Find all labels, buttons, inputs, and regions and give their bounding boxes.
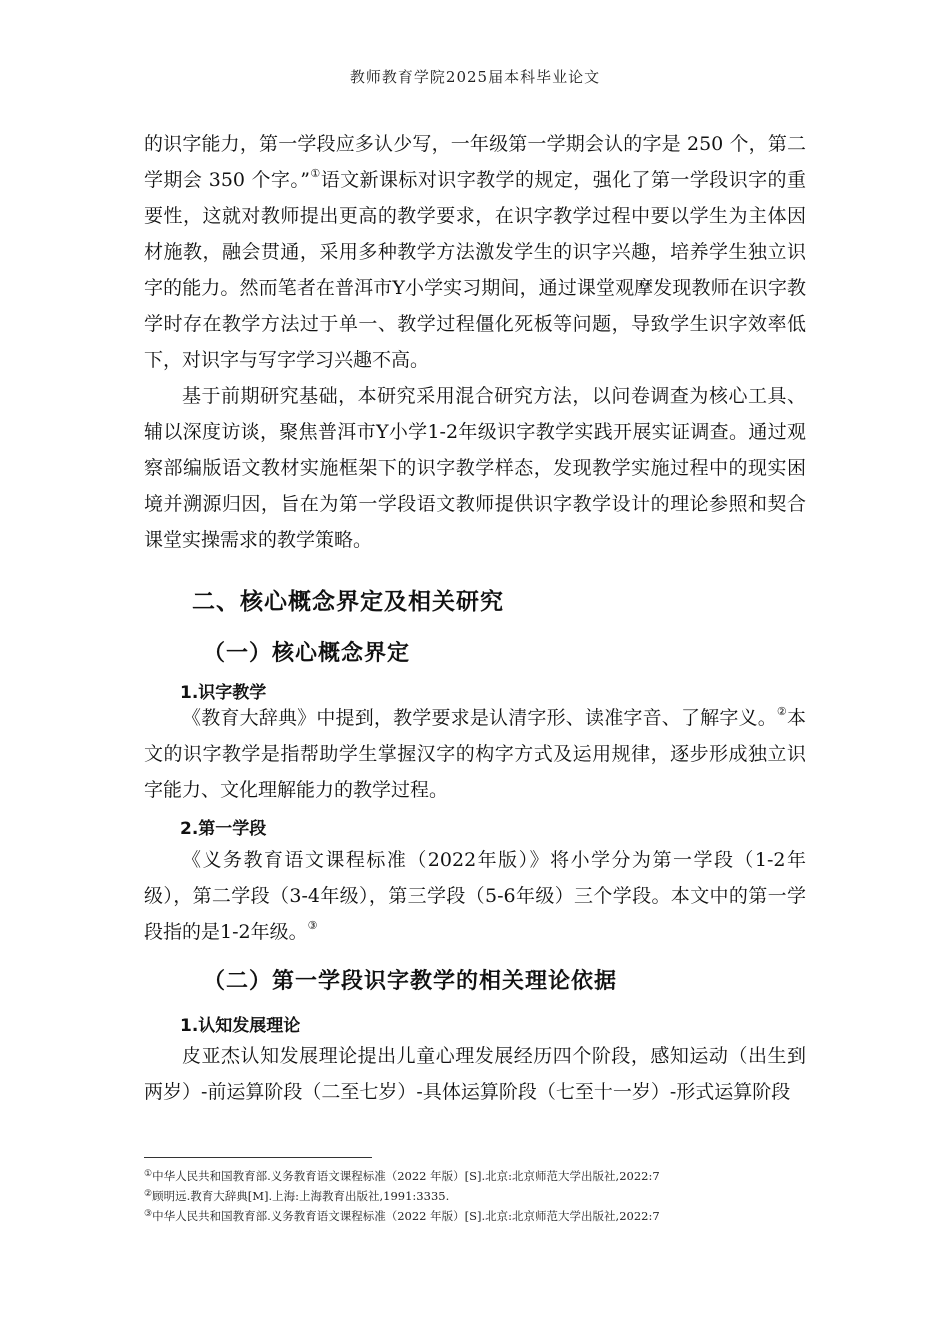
footnote-text: 中华人民共和国教育部.义务教育语文课程标准（2022 年版）[S].北京:北京师范大学出版社,2022:7 xyxy=(152,1169,660,1183)
running-header: 教师教育学院2025届本科毕业论文 xyxy=(349,68,601,86)
footnote-text: 中华人民共和国教育部.义务教育语文课程标准（2022 年版）[S].北京:北京师范大学出版社,2022:7 xyxy=(152,1209,660,1223)
paragraph-first-stage-definition xyxy=(144,842,806,950)
subsection-heading-core-concepts: （一）核心概念界定 xyxy=(203,641,411,666)
paragraph-text: 的识字能力，第一学段应多认少写，一年级第一学期会认的字是 250 个，第二学期会 350 个字。” xyxy=(144,133,806,191)
item-heading-literacy-teaching: 1.识字教学 xyxy=(180,683,267,703)
paragraph-text: 《义务教育语文课程标准（2022年版）》将小学分为第一学段（1-2年级），第二学段（3-4年级），第三学段（5-6年级）三个学段。本文中的第一学段指的是1-2年级。 xyxy=(144,849,806,943)
footnote-ref-2[interactable]: ② xyxy=(776,705,787,718)
footnote-mark: ③ xyxy=(144,1209,153,1219)
footnote-item-1 xyxy=(144,1166,844,1186)
footnote-separator xyxy=(144,1157,372,1158)
paragraph-text: 语文新课标对识字教学的规定，强化了第一学段识字的重要性，这就对教师提出更高的教学要求，在识字教学过程中要以学生为主体因材施教，融会贯通，采用多种教学方法激发学生的识字兴趣，培养学生独立识字的能力。然而笔者在普洱市Y小学实习期间，通过课堂观摩发现教师在识字教学时存在教学方法过于单一、教学过程僵化死板等问题，导致学生识字效率低下，对识字与写字学习兴趣不高。 xyxy=(144,169,806,371)
section-heading-2: 二、核心概念界定及相关研究 xyxy=(192,589,504,615)
footnote-item-3 xyxy=(144,1206,844,1226)
footnotes xyxy=(144,1166,844,1226)
footnote-mark: ② xyxy=(144,1189,153,1199)
footnote-item-2 xyxy=(144,1186,844,1206)
paragraph-research-method: 基于前期研究基础，本研究采用混合研究方法，以问卷调查为核心工具、辅以深度访谈，聚焦普洱市Y小学1-2年级识字教学实践开展实证调查。通过观察部编版语文教材实施框架下的识字教学样态，发现教学实施过程中的现实困境并溯源归因，旨在为第一学段语文教师提供识字教学设计的理论参照和契合课堂实操需求的教学策略。 xyxy=(144,385,806,551)
paragraph-piaget-theory: 皮亚杰认知发展理论提出儿童心理发展经历四个阶段，感知运动（出生到两岁）-前运算阶段（二至七岁）-具体运算阶段（七至十一岁）-形式运算阶段 xyxy=(144,1045,806,1103)
paragraph-text: 《教育大辞典》中提到，教学要求是认清字形、读准字音、了解字义。 xyxy=(182,707,777,729)
footnote-text: 顾明远.教育大辞典[M].上海:上海教育出版社,1991:3335. xyxy=(152,1189,450,1203)
footnote-ref-3[interactable]: ③ xyxy=(307,919,318,932)
footnote-ref-1[interactable]: ① xyxy=(309,167,321,180)
paragraph-literacy-definition xyxy=(144,700,806,808)
footnote-mark: ① xyxy=(144,1169,153,1179)
paragraph-intro-continued xyxy=(144,126,806,378)
item-heading-cognitive-theory: 1.认知发展理论 xyxy=(180,1016,301,1036)
subsection-heading-theory-basis: （二）第一学段识字教学的相关理论依据 xyxy=(203,969,618,994)
item-heading-first-stage: 2.第一学段 xyxy=(180,819,267,839)
paragraph-text: 本文的识字教学是指帮助学生掌握汉字的构字方式及运用规律，逐步形成独立识字能力、文化理解能力的教学过程。 xyxy=(144,707,806,801)
